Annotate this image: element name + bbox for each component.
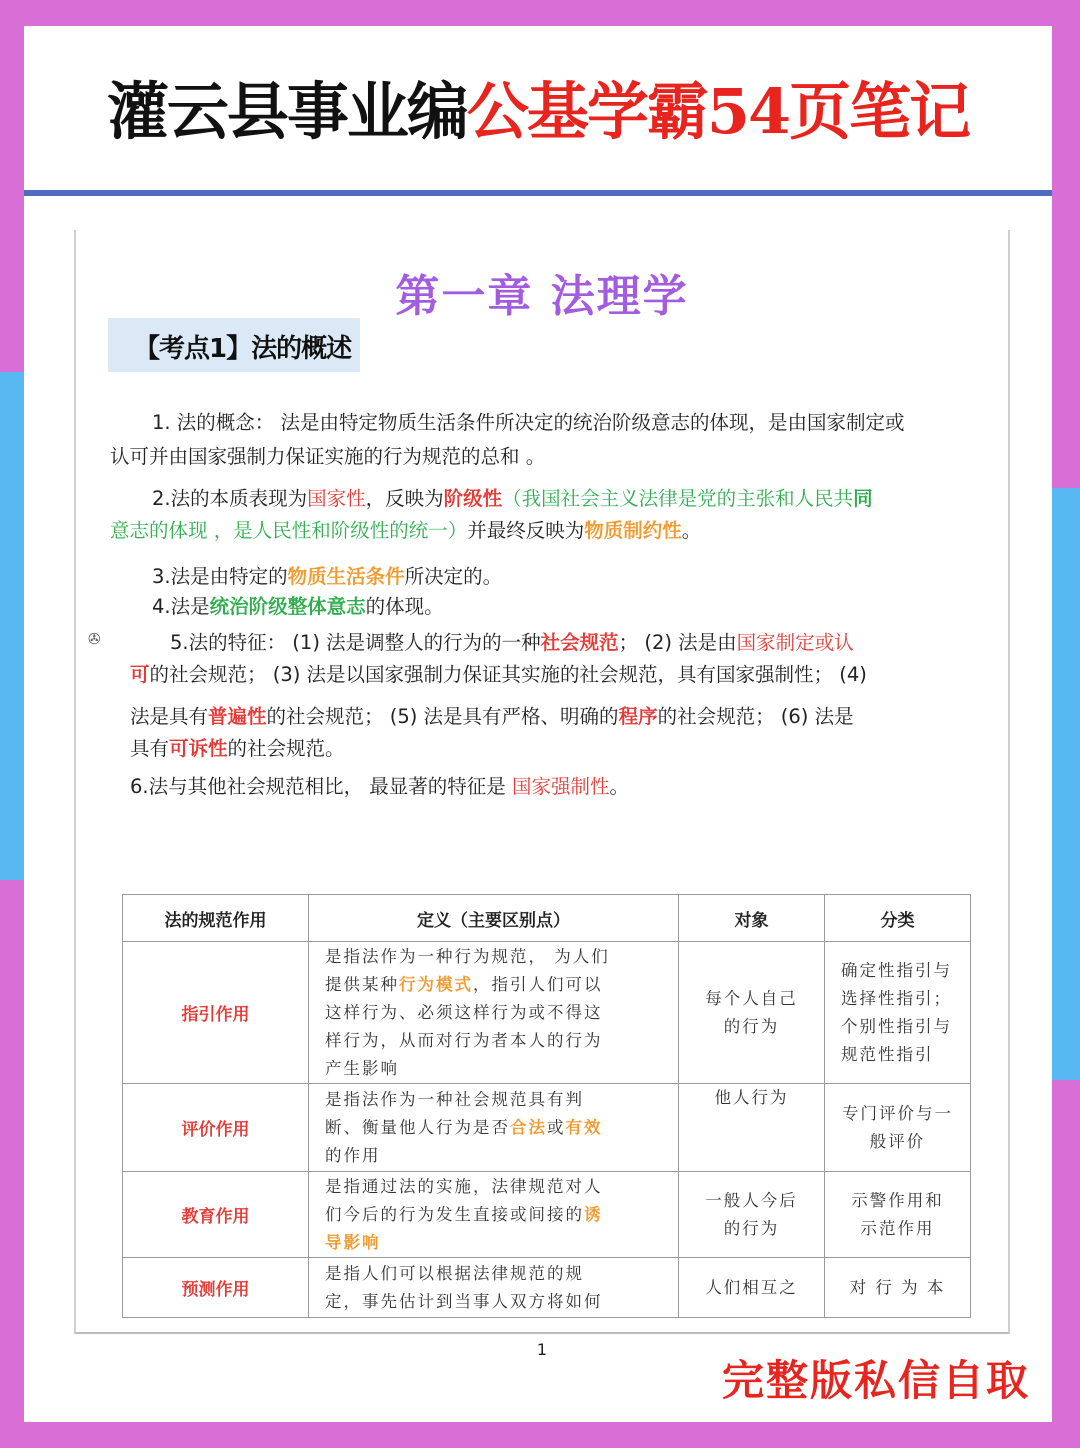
highlight-red: 可 — [130, 663, 150, 686]
table-header: 法的规范作用 — [123, 895, 309, 942]
text: 的社会规范； (6) 法是 — [657, 705, 854, 728]
anchor-icon: ✇ — [88, 630, 101, 648]
point-1-line-2: 认可并由国家强制力保证实施的行为规范的总和 。 — [110, 445, 546, 468]
highlight-red: 普遍性 — [208, 705, 267, 728]
highlight-red: 可诉性 — [169, 737, 228, 760]
banner-divider — [24, 190, 1052, 196]
highlight-red: 社会规范 — [540, 631, 619, 654]
highlight-orange: 诱 导影响 — [325, 1204, 603, 1252]
highlight-orange: 物质制约性 — [584, 519, 682, 542]
point-2-line-2 — [110, 514, 701, 547]
text: 的社会规范； (3) 法是以国家强制力保证其实施的社会规范，具有国家强制性； (4) — [149, 663, 867, 686]
text: 是指法作为一种社会规范具有判 断、衡量他人行为是否 — [325, 1089, 584, 1137]
footer-cta: 完整版私信自取 — [721, 1356, 1030, 1405]
text: 具有 — [130, 737, 170, 760]
chapter-title: 第一章 法理学 — [395, 271, 689, 322]
text: 是指通过法的实施，法律规范对人 们今后的行为发生直接或间接的 — [325, 1176, 603, 1224]
highlight-orange: 物质生活条件 — [287, 565, 405, 588]
row-object: 一般人今后 的行为 — [679, 1172, 825, 1258]
row-definition — [309, 942, 679, 1084]
table-header: 对象 — [679, 895, 825, 942]
content-card — [24, 26, 1052, 1422]
text: 4.法是 — [152, 595, 210, 618]
highlight-red: 国家性 — [307, 487, 366, 510]
banner-title-black: 灌云县事业编 — [106, 74, 467, 148]
highlight-orange: 合法 — [510, 1117, 547, 1137]
text: 法是具有 — [130, 705, 209, 728]
highlight-red: 程序 — [618, 705, 658, 728]
highlight-green: 同 — [853, 487, 873, 510]
row-classification: 专门评价与一 般评价 — [825, 1084, 971, 1172]
table-header-row — [123, 895, 971, 942]
row-definition — [309, 1084, 679, 1172]
table-header: 定义（主要区别点） — [309, 895, 679, 942]
point-5-line-2 — [130, 658, 867, 691]
page-number: 1 — [536, 1340, 548, 1359]
text: ，反映为 — [365, 487, 444, 510]
text: 2.法的本质表现为 — [152, 487, 308, 510]
row-object: 每个人自己 的行为 — [679, 942, 825, 1084]
text: 并最终反映为 — [467, 519, 585, 542]
title-banner — [24, 26, 1052, 186]
text: 。 — [609, 775, 630, 798]
text: 的体现。 — [365, 595, 444, 618]
highlight-red: 国家制定或认 — [736, 631, 854, 654]
banner-title — [107, 62, 969, 151]
row-classification: 对 行 为 本 — [825, 1258, 971, 1318]
point-1-line-1: 1. 法的概念： 法是由特定物质生活条件所决定的统治阶级意志的体现，是由国家制定或 — [152, 411, 905, 434]
row-category: 指引作用 — [123, 942, 309, 1084]
row-category: 评价作用 — [123, 1084, 309, 1172]
point-5-line-1 — [170, 626, 854, 659]
text: 5.法的特征： (1) 法是调整人的行为的一种 — [170, 631, 541, 654]
norm-function-table — [122, 894, 971, 1318]
highlight-green: （我国社会主义法律是党的主张和人民共 — [502, 487, 854, 510]
text: 是指法作为一种行为规范， 为人们 提供某种 — [325, 946, 610, 994]
text: 或 — [547, 1117, 566, 1137]
row-category: 教育作用 — [123, 1172, 309, 1258]
section-title: 【考点1】法的概述 — [134, 334, 352, 364]
row-category: 预测作用 — [123, 1258, 309, 1318]
highlight-green: 统治阶级整体意志 — [209, 595, 366, 618]
point-6 — [130, 770, 629, 803]
banner-title-red: 公基学霸54页笔记 — [466, 74, 970, 148]
text: 3.法是由特定的 — [152, 565, 288, 588]
highlight-red: 国家强制性 — [512, 775, 610, 798]
row-object: 人们相互之 — [679, 1258, 825, 1318]
point-2-line-1 — [152, 482, 873, 515]
row-definition — [309, 1172, 679, 1258]
table-header: 分类 — [825, 895, 971, 942]
table-row — [123, 1172, 971, 1258]
table-row — [123, 1084, 971, 1172]
row-classification: 示警作用和 示范作用 — [825, 1172, 971, 1258]
document-page — [74, 230, 1010, 1359]
text: 的作用 — [325, 1145, 381, 1165]
highlight-green: 意志的体现 ，是人民性和阶级性的统一） — [110, 519, 468, 542]
point-5-line-3 — [130, 700, 854, 733]
right-blue-band — [1050, 488, 1080, 1080]
text: ； (2) 法是由 — [618, 631, 737, 654]
text: 所决定的。 — [404, 565, 503, 588]
text: 的社会规范； (5) 法是具有严格、明确的 — [266, 705, 619, 728]
highlight-orange: 有效 — [565, 1117, 603, 1137]
row-object: 他人行为 — [679, 1084, 825, 1172]
text: 的社会规范。 — [227, 737, 345, 760]
highlight-orange: 行为模式 — [399, 974, 473, 994]
point-5-line-4 — [130, 732, 345, 765]
table-row — [123, 942, 971, 1084]
text: 6.法与其他社会规范相比， 最显著的特征是 — [130, 775, 513, 798]
table-row — [123, 1258, 971, 1318]
text: 。 — [681, 519, 702, 542]
row-definition: 是指人们可以根据法律规范的规 定，事先估计到当事人双方将如何 — [309, 1258, 679, 1318]
text: ，指引人们可以 这样行为、必须这样行为或不得这 样行为，从而对行为者本人的行为 产生影响 — [325, 974, 603, 1078]
row-classification: 确定性指引与 选择性指引； 个别性指引与 规范性指引 — [825, 942, 971, 1084]
highlight-red: 阶级性 — [443, 487, 503, 510]
point-3 — [152, 560, 502, 593]
point-4 — [152, 590, 444, 623]
